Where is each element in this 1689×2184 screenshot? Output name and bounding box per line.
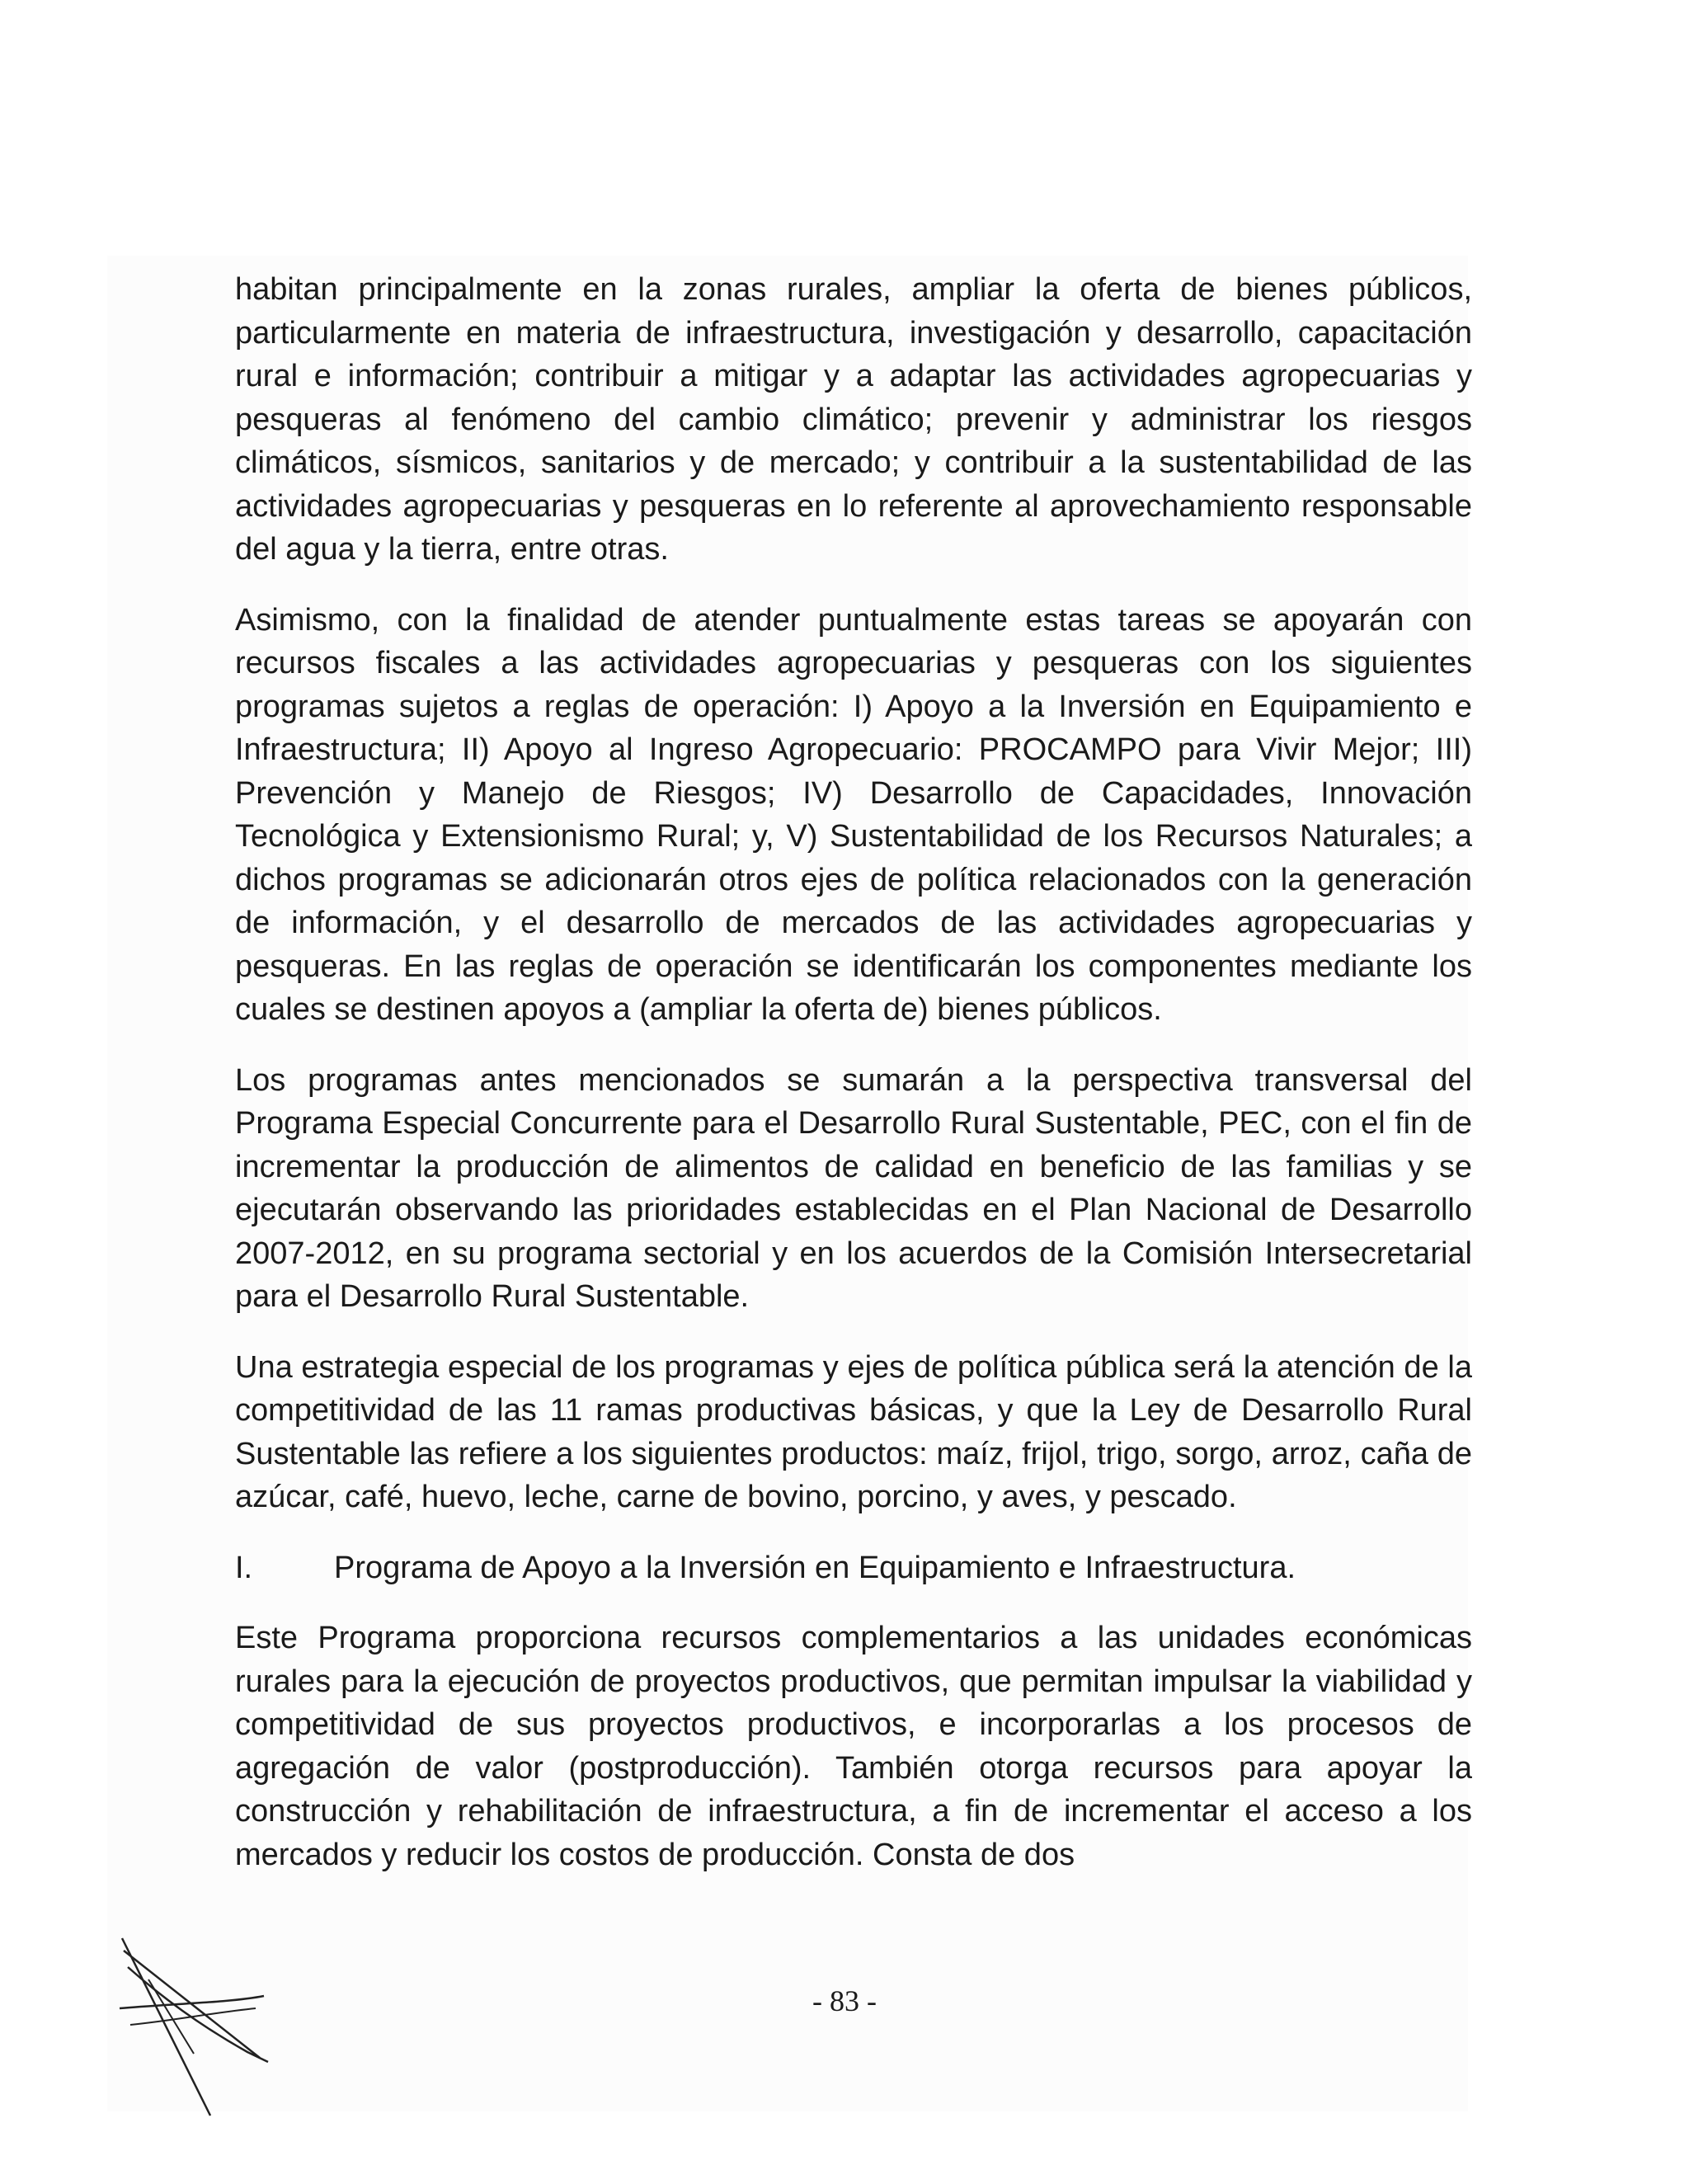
paragraph-5: Este Programa proporciona recursos complementarios a las unidades económicas rurales para la ejecución de proyectos productivos, que permitan impulsar la viabilidad y competitividad de sus proyectos productivos, e incorporarlas a los procesos de agregación de valor (postproducción). También otorga recursos para apoyar la construcción y rehabilitación de infraestructura, a fin de incrementar el acceso a los mercados y reducir los costos de producción. Consta de dos [235,1621,1472,1872]
paragraph-3: Los programas antes mencionados se sumarán a la perspectiva transversal del Programa Especial Concurrente para el Desarrollo Rural Sustentable, PEC, con el fin de incrementar la producción de alimentos de calidad en beneficio de las familias y se ejecutarán observando las prioridades establecidas en el Plan Nacional de Desarrollo 2007-2012, en su programa sectorial y en los acuerdos de la Comisión Intersecretarial para el Desarrollo Rural Sustentable. [235,1062,1472,1314]
section-heading [235,1546,1472,1590]
signature-mark [115,1930,305,2120]
page-number: - 83 - [812,1984,877,2017]
paragraph-2: Asimismo, con la finalidad de atender puntualmente estas tareas se apoyarán con recursos fiscales a las actividades agropecuarias y pesqueras con los siguientes programas sujetos a reglas de operación: I) Apoyo a la Inversión en Equipamiento e Infraestructura; II) Apoyo al Ingreso Agropecuario: PROCAMPO para Vivir Mejor; III) Prevención y Manejo de Riesgos; IV) Desarrollo de Capacidades, Innovación Tecnológica y Extensionismo Rural; y, V) Sustentabilidad de los Recursos Naturales; a dichos programas se adicionarán otros ejes de política relacionados con la generación de información, y el desarrollo de mercados de las actividades agropecuarias y pesqueras. En las reglas de operación se identificarán los componentes mediante los cuales se destinen apoyos a (ampliar la oferta de) bienes públicos. [235,602,1472,1027]
section-title: Programa de Apoyo a la Inversión en Equipamiento e Infraestructura. [334,1550,1296,1585]
section-number: I. [235,1550,253,1585]
paragraph-1: habitan principalmente en la zonas rurales, ampliar la oferta de bienes públicos, particularmente en materia de infraestructura, investigación y desarrollo, capacitación rural e información; contribuir a mitigar y a adaptar las actividades agropecuarias y pesqueras al fenómeno del cambio climático; prevenir y administrar los riesgos climáticos, sísmicos, sanitarios y de mercado; y contribuir a la sustentabilidad de las actividades agropecuarias y pesqueras en lo referente al aprovechamiento responsable del agua y la tierra, entre otras. [235,272,1472,567]
paragraph-4: Una estrategia especial de los programas y ejes de política pública será la atención de la competitividad de las 11 ramas productivas básicas, y que la Ley de Desarrollo Rural Sustentable las refiere a los siguientes productos: maíz, frijol, trigo, sorgo, arroz, caña de azúcar, café, huevo, leche, carne de bovino, porcino, y aves, y pescado. [235,1349,1472,1514]
document-body [235,268,1472,1904]
